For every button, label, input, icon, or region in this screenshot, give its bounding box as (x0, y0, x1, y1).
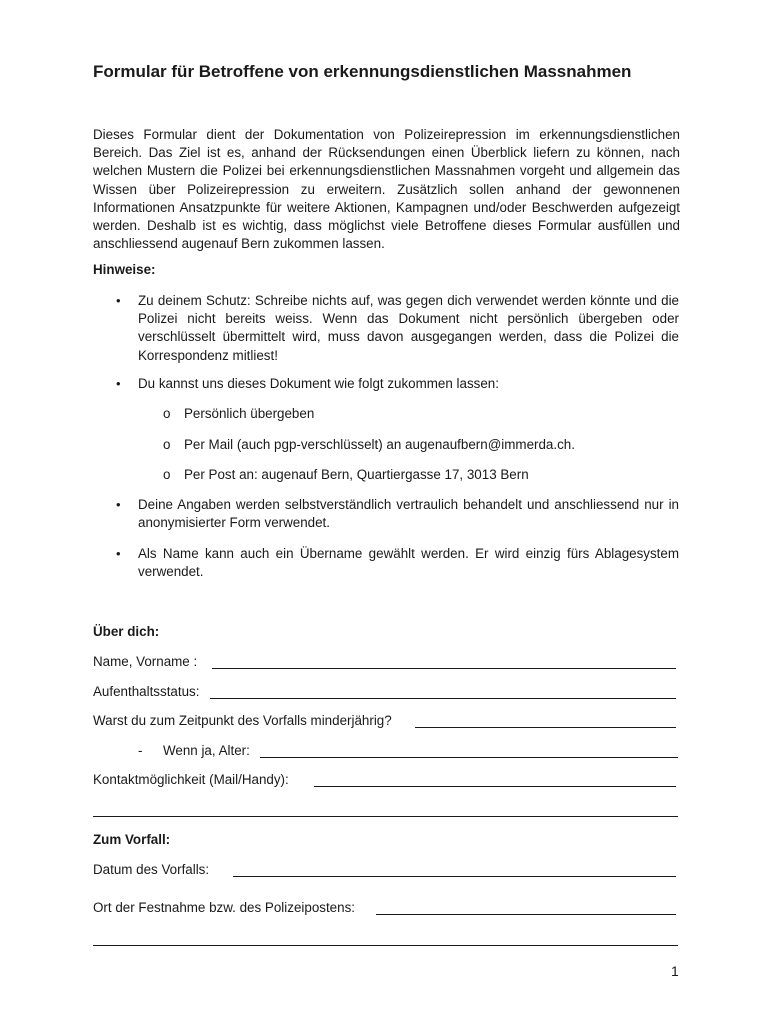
ueber-dich-heading: Über dich: (93, 624, 160, 639)
name-field[interactable] (212, 668, 676, 669)
date-label: Datum des Vorfalls: (93, 862, 210, 877)
name-label: Name, Vorname : (93, 654, 198, 669)
page-title: Formular für Betroffene von erkennungsdienstlichen Massnahmen (93, 62, 632, 81)
contact-field-line-2[interactable] (93, 816, 678, 817)
sub-bullet-icon: o (163, 406, 171, 421)
contact-label: Kontaktmöglichkeit (Mail/Handy): (93, 772, 289, 787)
bullet-icon: • (116, 376, 121, 391)
vorfall-heading: Zum Vorfall: (93, 832, 171, 847)
date-field[interactable] (233, 876, 676, 877)
hinweis-item-3: Deine Angaben werden selbstverständlich vertraulich behandelt und anschliessend nur in anonymisierter Form verwendet. (138, 497, 679, 531)
minor-label: Warst du zum Zeitpunkt des Vorfalls minderjährig? (93, 713, 392, 728)
bullet-icon: • (116, 497, 121, 512)
intro-paragraph: Dieses Formular dient der Dokumentation von Polizeirepression im erkennungsdienstlichen Bereich. Das Ziel ist es, anhand der Rücksendungen einen Überblick liefern zu können, nach welchen Mustern die Polizei bei erkennungsdienstlichen Massnahmen vorgeht und allgemein das Wissen über Polizeirepression zu erweitern. Zusätzlich sollen anhand der gewonnenen Informationen Ansatzpunkte für weitere Aktionen, Kampagnen und/oder Beschwerden aufgezeigt werden. Deshalb ist es wichtig, dass möglichst viele Betroffene dieses Formular ausfüllen und anschliessend augenauf Bern zukommen lassen. (93, 127, 680, 252)
page-number: 1 (671, 963, 679, 979)
age-field[interactable] (260, 757, 678, 758)
bullet-icon: • (116, 293, 121, 308)
sub-bullet-icon: o (163, 467, 171, 482)
age-label: Wenn ja, Alter: (163, 743, 250, 758)
contact-field[interactable] (314, 786, 676, 787)
sub-bullet-icon: o (163, 437, 171, 452)
place-field[interactable] (376, 914, 676, 915)
sub-item-post: Per Post an: augenauf Bern, Quartiergasse 17, 3013 Bern (184, 467, 529, 482)
place-label: Ort der Festnahme bzw. des Polizeipostens: (93, 900, 355, 915)
sub-item-personal: Persönlich übergeben (184, 406, 315, 421)
minor-field[interactable] (415, 727, 676, 728)
hinweis-item-4: Als Name kann auch ein Übername gewählt werden. Er wird einzig fürs Ablagesystem verwendet. (138, 546, 679, 580)
place-field-line-2[interactable] (93, 945, 678, 946)
hinweis-item-2: Du kannst uns dieses Dokument wie folgt zukommen lassen: (138, 376, 499, 391)
status-label: Aufenthaltsstatus: (93, 684, 200, 699)
bullet-icon: • (116, 546, 121, 561)
hinweise-heading: Hinweise: (93, 262, 156, 277)
dash-icon: - (138, 743, 143, 758)
status-field[interactable] (210, 698, 676, 699)
sub-item-mail: Per Mail (auch pgp-verschlüsselt) an augenaufbern@immerda.ch. (184, 437, 575, 452)
hinweis-item-1: Zu deinem Schutz: Schreibe nichts auf, was gegen dich verwendet werden könnte und die Polizei nicht bereits weiss. Wenn das Dokument nicht persönlich übergeben oder verschlüsselt übermittelt wird, muss davon ausgegangen werden, dass die Polizei die Korrespondenz mitliest! (138, 293, 679, 363)
